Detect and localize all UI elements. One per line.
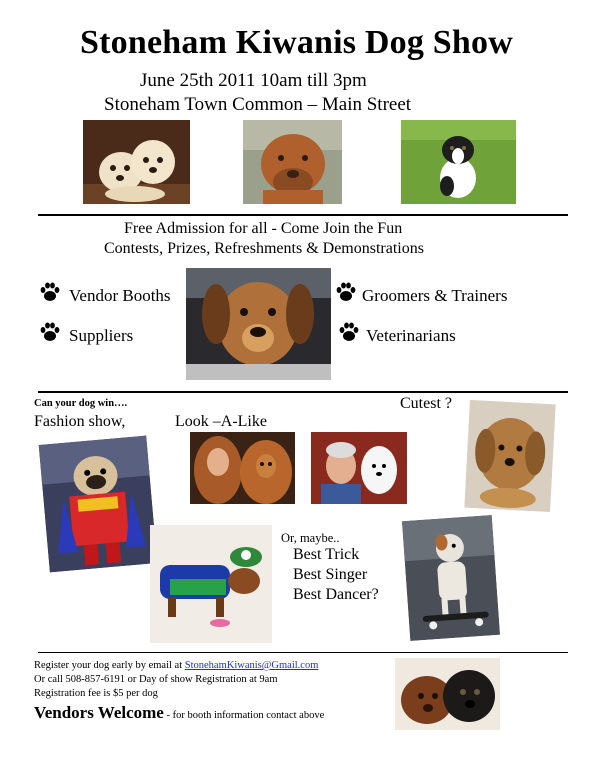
contest-look-a-like: Look –A-Like: [175, 413, 267, 430]
page-title: Stoneham Kiwanis Dog Show: [80, 24, 513, 61]
feature-groomers-trainers: Groomers & Trainers: [362, 286, 508, 305]
dog-in-car-photo: [186, 268, 331, 380]
lookalike-woman-dog-photo: [190, 432, 295, 504]
paw-icon: [38, 280, 62, 304]
vendors-welcome-line: [34, 703, 324, 723]
contest-cutest: Cutest ?: [400, 395, 452, 412]
divider-top: [38, 214, 568, 216]
contest-question: Can your dog win….: [34, 398, 128, 409]
event-date-time: June 25th 2011 10am till 3pm: [140, 70, 367, 91]
feature-suppliers: Suppliers: [69, 326, 134, 345]
feature-veterinarians: Veterinarians: [366, 326, 456, 345]
contest-fashion-show: Fashion show,: [34, 413, 126, 430]
puppies-photo: [83, 120, 190, 204]
contest-or-maybe: Or, maybe..: [281, 531, 340, 545]
registration-email-line: [34, 660, 318, 671]
paw-icon: [337, 320, 361, 344]
cutest-terrier-photo: [464, 400, 556, 512]
dachshund-costume-photo: [150, 525, 272, 643]
registration-email-link[interactable]: StonehamKiwanis@Gmail.com: [184, 660, 319, 671]
border-collie-puppy-photo: [401, 120, 516, 204]
paw-icon: [334, 280, 358, 304]
divider-bottom: [38, 652, 568, 653]
registration-email-prefix: Register your dog early by email at: [34, 660, 185, 671]
skateboard-dog-photo: [402, 515, 500, 641]
two-lab-puppies-photo: [395, 658, 500, 730]
registration-phone-line: Or call 508-857-6191 or Day of show Registration at 9am: [34, 674, 278, 685]
vendors-welcome-note: - for booth information contact above: [163, 710, 325, 721]
feature-vendor-booths: Vendor Booths: [69, 286, 171, 305]
registration-fee-line: Registration fee is $5 per dog: [34, 688, 158, 699]
divider-middle: [38, 391, 568, 393]
pug-superhero-photo: [39, 436, 158, 573]
intro-line-2: Contests, Prizes, Refreshments & Demonstrations: [104, 240, 424, 257]
vendors-welcome-label: Vendors Welcome: [34, 703, 164, 722]
paw-icon: [38, 320, 62, 344]
contest-best-singer: Best Singer: [293, 566, 368, 583]
intro-line-1: Free Admission for all - Come Join the Fun: [124, 220, 403, 237]
mastiff-photo: [243, 120, 342, 204]
contest-best-dancer: Best Dancer?: [293, 586, 379, 603]
event-location: Stoneham Town Common – Main Street: [104, 94, 412, 115]
contest-best-trick: Best Trick: [293, 546, 360, 563]
lookalike-man-dog-photo: [311, 432, 407, 504]
